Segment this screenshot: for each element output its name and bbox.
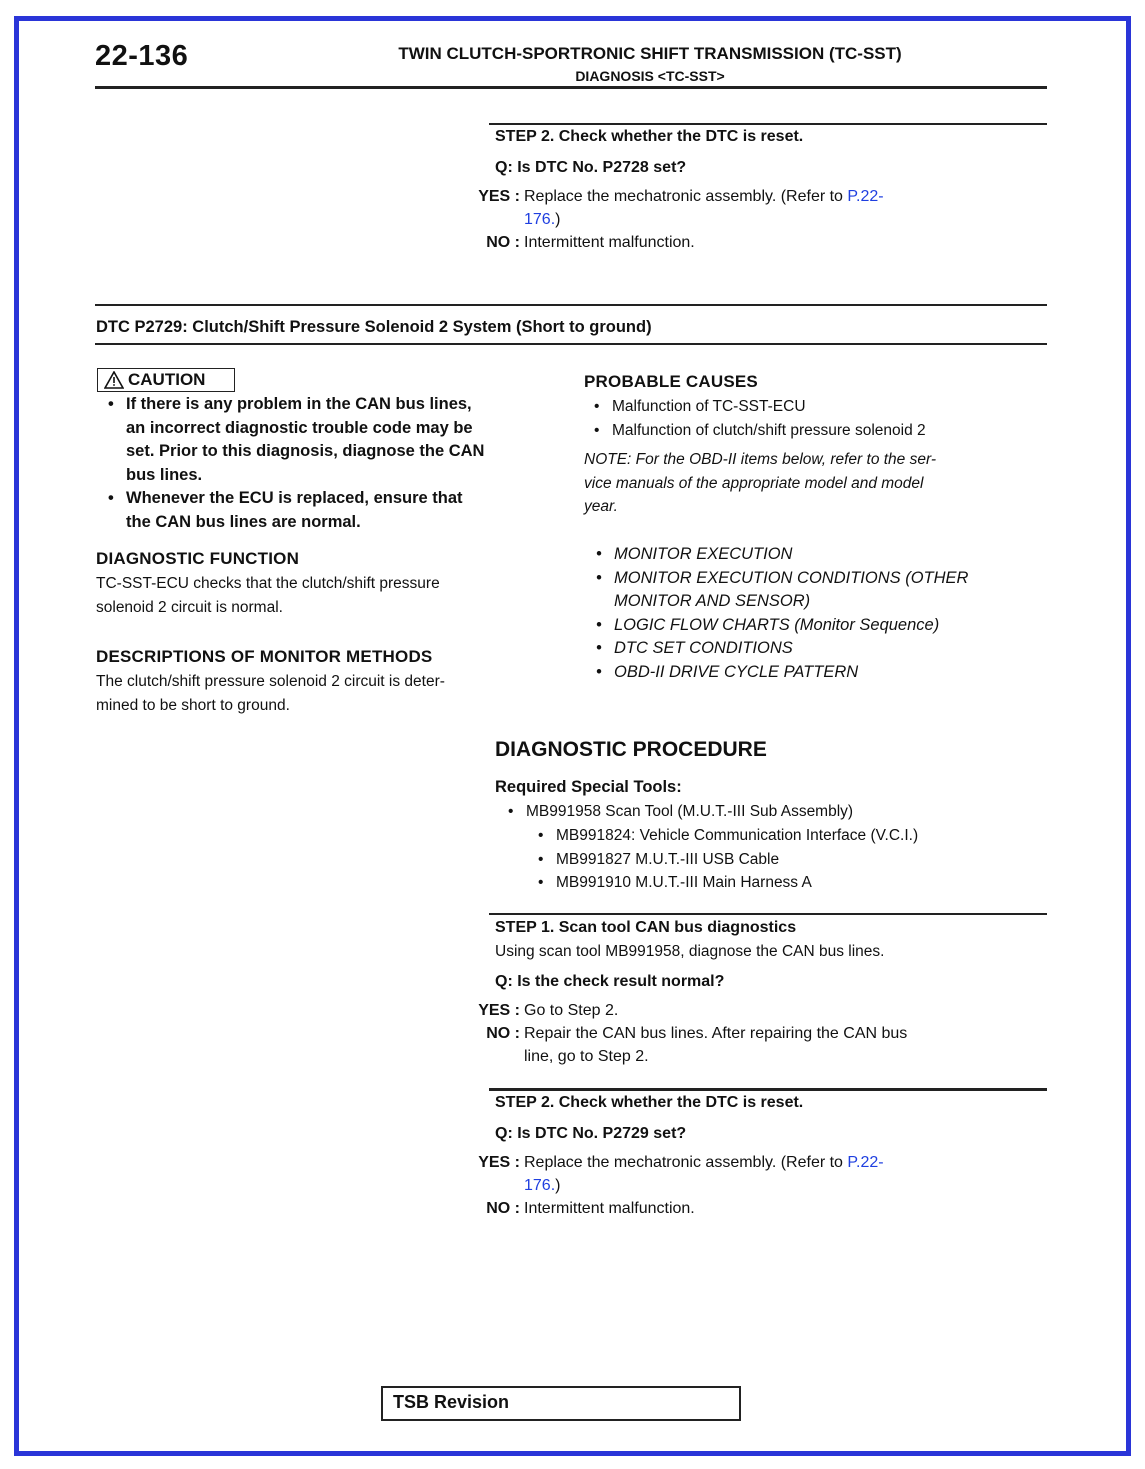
step1-text: Using scan tool MB991958, diagnose the CAN bus lines. — [495, 943, 885, 960]
header-rule — [95, 86, 1047, 89]
obd-items-list — [588, 543, 1050, 684]
probable-cause-item: • Malfunction of clutch/shift pressure solenoid 2 — [586, 419, 1046, 443]
step1-yes-row — [462, 999, 1046, 1022]
step1-heading: STEP 1. Scan tool CAN bus diagnostics — [495, 919, 797, 936]
top-step-yes-row — [462, 185, 1042, 231]
step2-no-row — [462, 1197, 1042, 1220]
diagnostic-function-heading: DIAGNOSTIC FUNCTION — [96, 549, 300, 568]
step2-heading: STEP 2. Check whether the DTC is reset. — [495, 1094, 804, 1111]
page-ref-link[interactable]: P.22- 176. — [524, 1154, 884, 1194]
yes-close: ) — [555, 211, 561, 228]
special-tools-sublist — [530, 824, 1050, 895]
obd-item: • LOGIC FLOW CHARTS (Monitor Sequence) — [588, 614, 1050, 638]
page-number: 22-136 — [95, 40, 189, 72]
top-step-answers — [462, 185, 1042, 254]
special-tools-list — [500, 800, 1040, 824]
yes-text — [524, 185, 1042, 231]
monitor-methods-text: The clutch/shift pressure solenoid 2 circuit is deter- mined to be short to ground. — [96, 673, 445, 714]
step2-rule — [489, 1088, 1047, 1091]
obd-item: • OBD-II DRIVE CYCLE PATTERN — [588, 661, 1050, 685]
step1-rule — [489, 913, 1047, 915]
page-ref-link[interactable]: P.22- 176. — [524, 188, 884, 228]
step2-yes-row — [462, 1151, 1042, 1197]
diagnostic-function-text: TC-SST-ECU checks that the clutch/shift pressure solenoid 2 circuit is normal. — [96, 575, 440, 616]
step2-answers — [462, 1151, 1042, 1220]
monitor-methods-heading: DESCRIPTIONS OF MONITOR METHODS — [96, 647, 433, 666]
caution-label: CAUTION — [128, 370, 206, 389]
step1-question: Q: Is the check result normal? — [495, 973, 725, 990]
header-subtitle: DIAGNOSIS <TC-SST> — [575, 68, 725, 84]
caution-item: • Whenever the ECU is replaced, ensure that the CAN bus lines are normal. — [100, 487, 570, 534]
tsb-revision-box — [381, 1386, 741, 1421]
diagnostic-procedure-heading: DIAGNOSTIC PROCEDURE — [495, 738, 767, 761]
obd-item: • MONITOR EXECUTION CONDITIONS (OTHER MONITOR AND SENSOR) — [588, 567, 1050, 614]
special-tools-heading: Required Special Tools: — [495, 778, 682, 796]
tool-item: • MB991958 Scan Tool (M.U.T.-III Sub Assembly) — [500, 800, 1040, 824]
step1-answers — [462, 999, 1046, 1068]
no-text: Intermittent malfunction. — [524, 1200, 695, 1217]
step2-question: Q: Is DTC No. P2729 set? — [495, 1125, 687, 1142]
obd-item: • DTC SET CONDITIONS — [588, 637, 1050, 661]
yes-label: YES : — [478, 188, 520, 205]
caution-list — [100, 393, 570, 534]
dtc-title: DTC P2729: Clutch/Shift Pressure Solenoid 2 System (Short to ground) — [96, 318, 652, 336]
tool-subitem: • MB991827 M.U.T.-III USB Cable — [530, 848, 1050, 872]
yes-text-body: Replace the mechatronic assembly. (Refer to — [524, 1154, 848, 1171]
yes-label: YES : — [478, 1154, 520, 1171]
dtc-rule-top — [95, 304, 1047, 306]
tool-subitem: • MB991910 M.U.T.-III Main Harness A — [530, 871, 1050, 895]
top-step-heading: STEP 2. Check whether the DTC is reset. — [495, 128, 804, 145]
probable-causes-heading: PROBABLE CAUSES — [584, 372, 758, 391]
obd-item: • MONITOR EXECUTION — [588, 543, 1050, 567]
probable-causes-list — [586, 395, 1046, 442]
yes-text: Go to Step 2. — [524, 1002, 619, 1019]
caution-label-box — [97, 368, 235, 392]
yes-close: ) — [555, 1177, 561, 1194]
obd-note: NOTE: For the OBD-II items below, refer to the ser- vice manuals of the appropriate model and model year. — [584, 451, 937, 515]
caution-item: • If there is any problem in the CAN bus lines, an incorrect diagnostic trouble code may be set. Prior to this diagnosis, diagnose the CAN bus lines. — [100, 393, 570, 487]
no-label: NO : — [486, 234, 520, 251]
top-step-question: Q: Is DTC No. P2728 set? — [495, 159, 687, 176]
top-step-rule — [489, 123, 1047, 125]
no-text: Repair the CAN bus lines. After repairing the CAN bus line, go to Step 2. — [524, 1025, 908, 1065]
dtc-rule-bottom — [95, 343, 1047, 345]
no-text: Intermittent malfunction. — [524, 234, 695, 251]
tsb-revision-label: TSB Revision — [393, 1392, 510, 1412]
yes-label: YES : — [478, 1002, 520, 1019]
tool-subitem: • MB991824: Vehicle Communication Interface (V.C.I.) — [530, 824, 1050, 848]
yes-text — [524, 1151, 1042, 1197]
no-label: NO : — [486, 1200, 520, 1217]
no-label: NO : — [486, 1025, 520, 1042]
header-title: TWIN CLUTCH-SPORTRONIC SHIFT TRANSMISSION (TC-SST) — [398, 44, 902, 63]
yes-text-body: Replace the mechatronic assembly. (Refer to — [524, 188, 848, 205]
probable-cause-item: • Malfunction of TC-SST-ECU — [586, 395, 1046, 419]
warning-triangle-icon — [104, 371, 124, 389]
step1-no-row — [462, 1022, 1046, 1068]
top-step-no-row — [462, 231, 1042, 254]
